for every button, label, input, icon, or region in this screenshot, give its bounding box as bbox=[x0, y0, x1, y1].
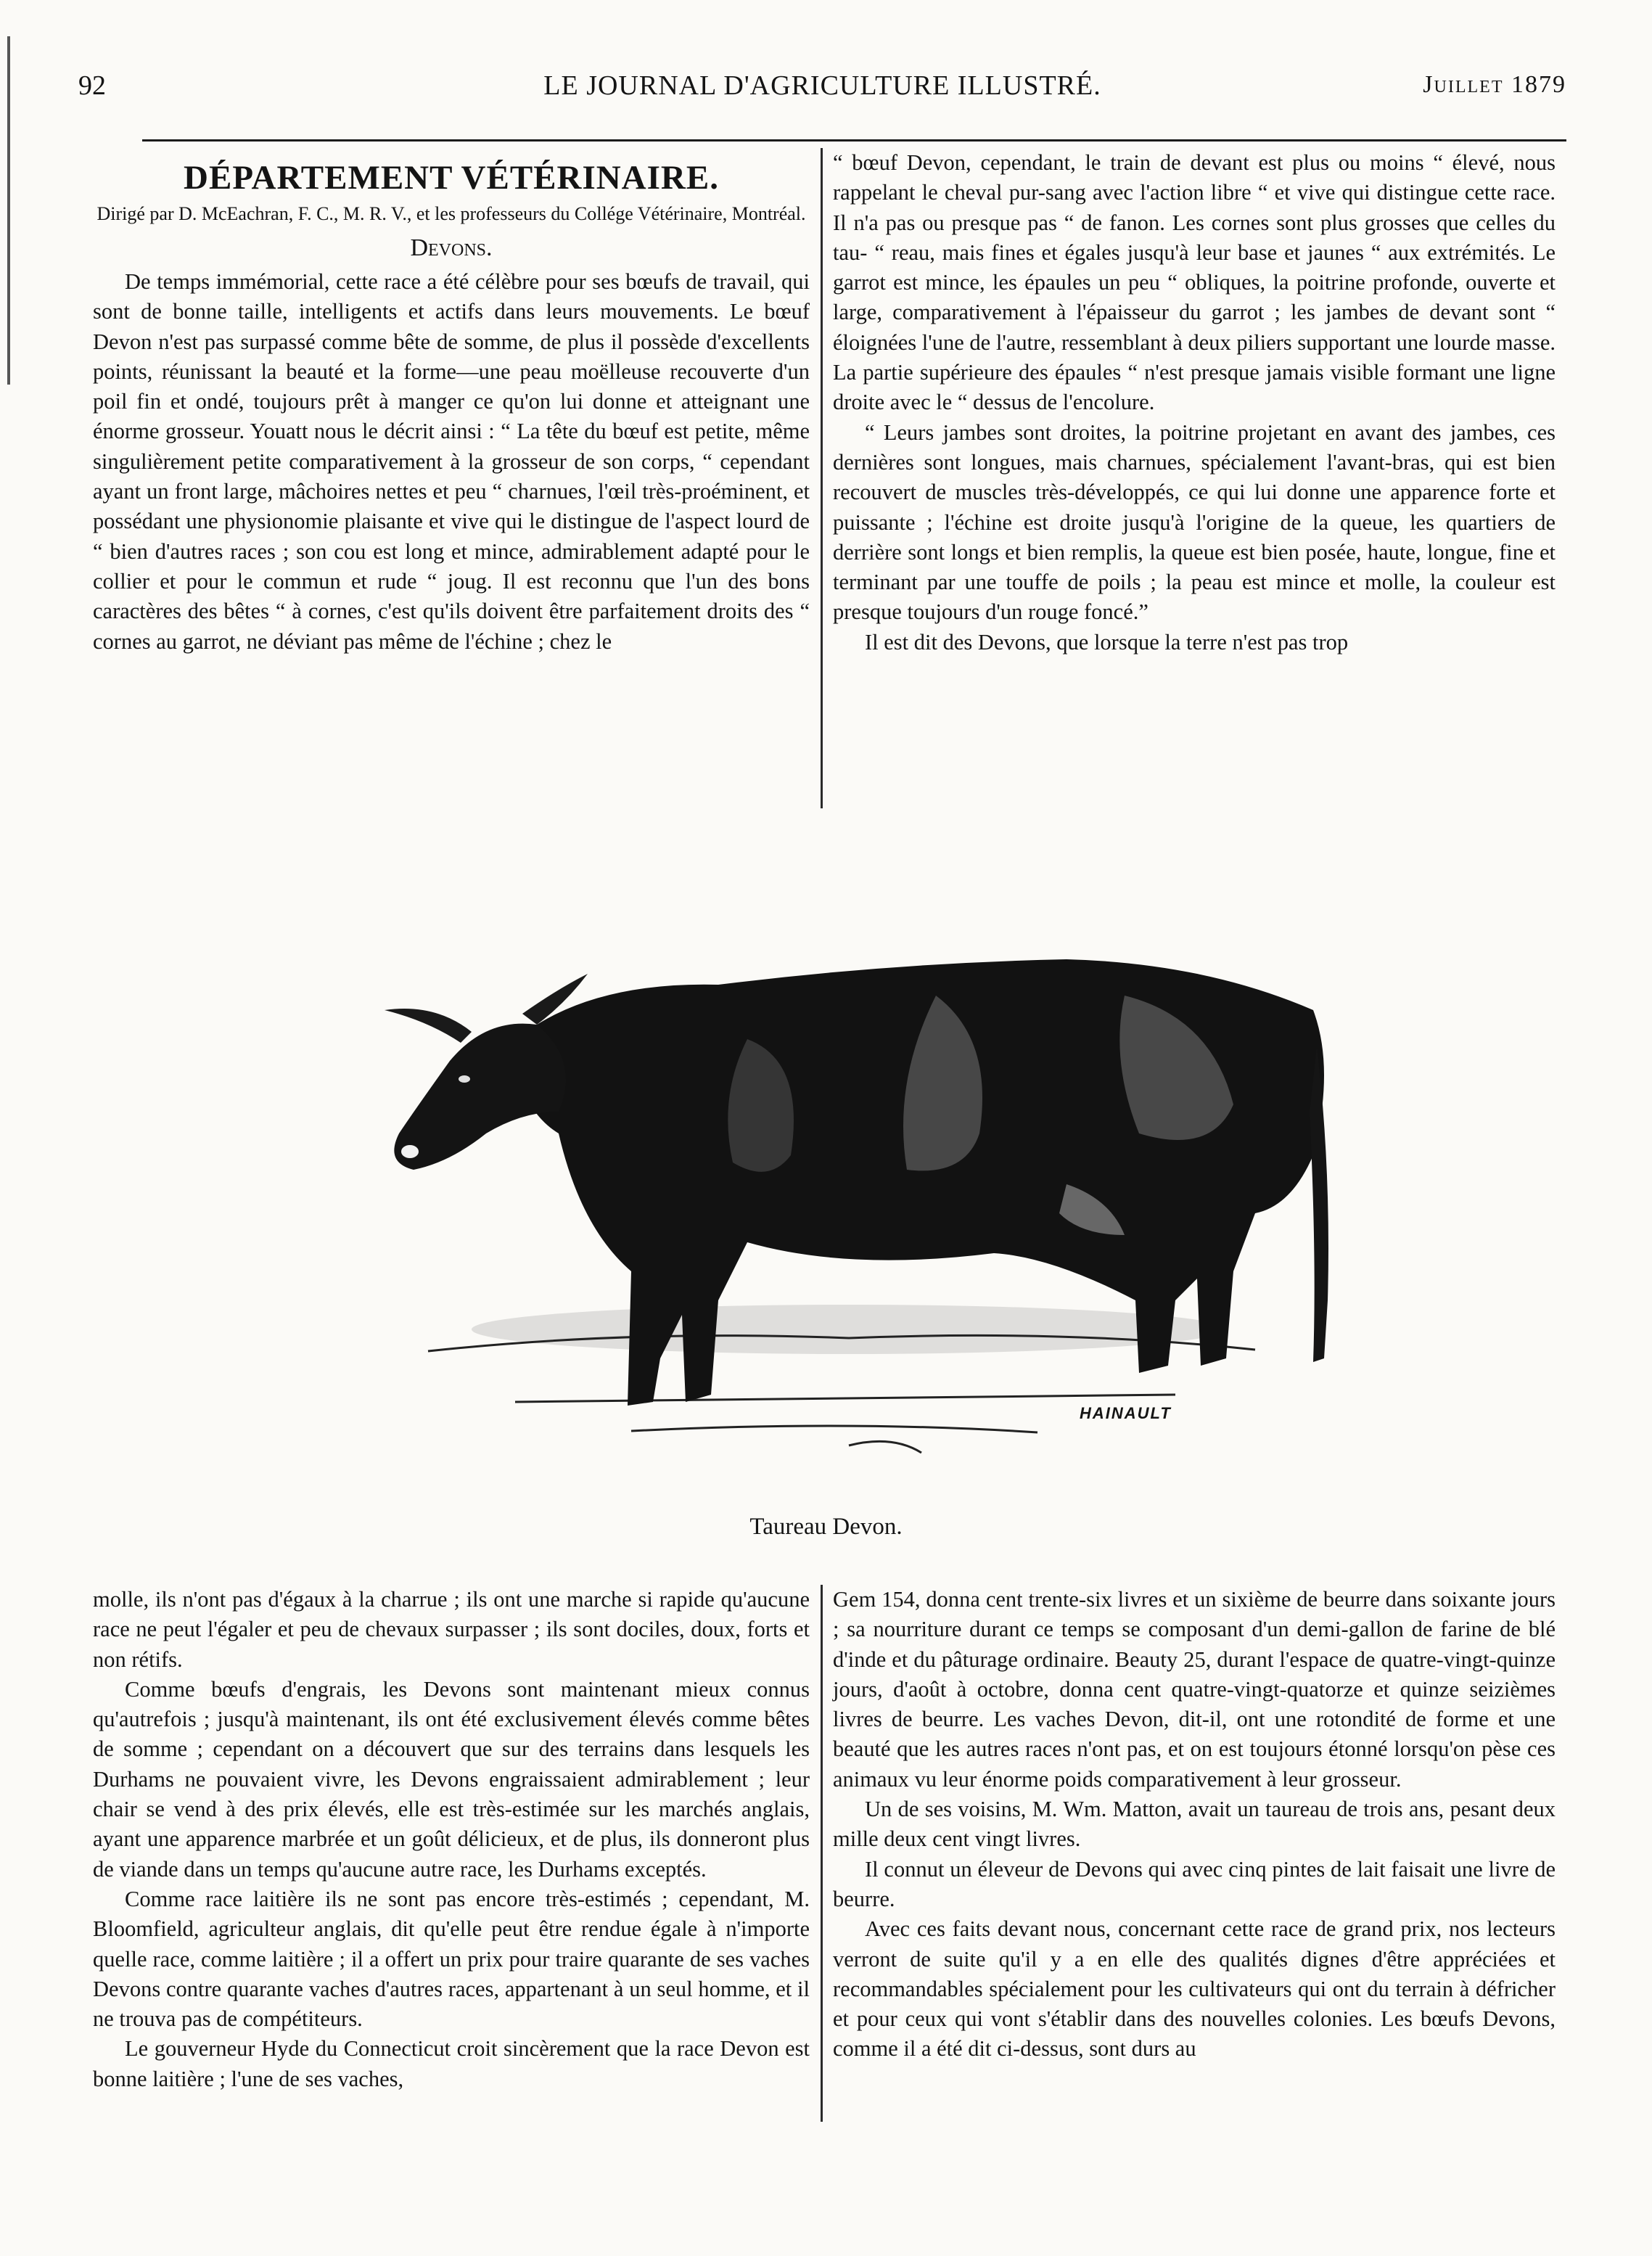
bull-illustration bbox=[341, 894, 1335, 1504]
column-top-left bbox=[93, 158, 810, 815]
paragraph: De temps immémorial, cette race a été célèbre pour ses bœufs de travail, qui sont de bonne taille, intelligents et actifs dans leurs mouvements. Le bœuf Devon n'est pas surpassé comme bête de somme, de plus il possède d'excellents points, réunissant la beauté et la forme—une peau moëlleuse recouverte d'un poil fin et ondé, toujours prêt à manger ce qu'on lui donne et atteignant une énorme grosseur. Youatt nous le décrit ainsi : “ La tête du bœuf est petite, même singulièrement petite comparativement à la grosseur de son corps, “ cependant ayant un front large, mâchoires nettes et peu “ charnues, l'œil très-proéminent, et possédant une physionomie plaisante et vive qui le distingue de l'aspect lourd de “ bien d'autres races ; son cou est long et mince, admirablement adapté pour le collier et pour le commun et rude “ joug. Il est reconnu que l'un des bons caractères des bêtes “ à cornes, c'est qu'ils doivent être parfaitement droits des “ cornes au garrot, ne déviant pas même de l'échine ; chez le bbox=[93, 269, 810, 654]
devon-bull-engraving bbox=[341, 894, 1335, 1504]
paragraph: Un de ses voisins, M. Wm. Matton, avait un taureau de trois ans, pesant deux mille deux cent vingt livres. bbox=[833, 1797, 1556, 1852]
issue-date: Juillet 1879 bbox=[1423, 71, 1566, 98]
paragraph: “ Leurs jambes sont droites, la poitrine projetant en avant des jambes, ces dernières sont longues, mais charnues, spécialement l'avant-bras, qui est bien recouvert de muscles très-développés, ce qui lui donne une apparence forte et puissante ; l'échine est droite jusqu'à l'origine de la queue, les quartiers de derrière sont longs et bien remplis, la queue est bien posée, haute, longue, fine et terminant par une touffe de poils ; la peau est mince et molle, la couleur est presque toujours d'un rouge foncé.” bbox=[833, 419, 1556, 625]
paragraph: Avec ces faits devant nous, concernant cette race de grand prix, nos lecteurs verront de suite qu'il y a en elle des qualités dignes d'être appréciées et recommandables spécialement pour les cultivateurs qui ont du terrain à défricher et pour ceux qui vont s'établir dans des nouvelles colonies. Les bœufs Devons, comme il a été dit ci-dessus, sont durs au bbox=[833, 1916, 1556, 2062]
paragraph: Comme race laitière ils ne sont pas encore très-estimés ; cependant, M. Bloomfield, agriculteur anglais, dit qu'elle peut être rendue égale à n'importe quelle race, comme laitière ; il a offert un prix pour traire quarante de ses vaches Devons contre quarante vaches d'autres races, appartenant à un seul homme, et il ne trouva pas de compétiteurs. bbox=[93, 1886, 810, 2032]
binding-edge-mark bbox=[7, 36, 10, 385]
paragraph: Le gouverneur Hyde du Connecticut croit sincèrement que la race Devon est bonne laitière ; l'une de ses vaches, bbox=[93, 2036, 810, 2091]
column-bottom-right bbox=[833, 1585, 1556, 2129]
page-number: 92 bbox=[78, 70, 106, 101]
section-title: DÉPARTEMENT VÉTÉRINAIRE. bbox=[184, 159, 719, 197]
paragraph: molle, ils n'ont pas d'égaux à la charrue ; ils ont une marche si rapide qu'aucune race ne peut l'égaler et peu de chevaux surpasser ; ils sont dociles, doux, forts et non rétifs. bbox=[93, 1587, 810, 1672]
paragraph: Gem 154, donna cent trente-six livres et un sixième de beurre dans soixante jours ; sa nourriture durant ce temps se composant d'un demi-gallon de farine de blé d'inde et du pâturage ordinaire. Beauty 25, durant l'espace de quatre-vingt-quinze jours, d'août à octobre, donna cent quatre-vingt-quatorze et quinze seizièmes livres de beurre. Les vaches Devon, dit-il, ont une rotondité de forme et une beauté que les autres races n'ont pas, et on est toujours étonné lorsqu'on pèse ces animaux vu leur énorme poids comparativement à leur grosseur. bbox=[833, 1587, 1556, 1792]
paragraph: “ bœuf Devon, cependant, le train de devant est plus ou moins “ élevé, nous rappelant le cheval pur-sang avec l'action libre “ et vive qui distingue cette race. Il n'a pas ou presque pas “ de fanon. Les cornes sont plus grosses que celles du tau- “ reau, mais fines et égales jusqu'à leur base et jaunes “ aux extrémités. Le garrot est mince, les épaules un peu “ obliques, la poitrine profonde, ouverte et large, comparativement à l'épaisseur du garrot ; les jambes de devant sont “ éloignées l'une de l'autre, ressemblant à deux piliers supportant une lourde masse. La partie supérieure des épaules “ n'est presque jamais visible formant une ligne droite avec le “ dessus de l'encolure. bbox=[833, 150, 1556, 415]
engraver-signature: HAINAULT bbox=[1080, 1404, 1172, 1422]
header-rule bbox=[142, 139, 1566, 141]
article-subtitle: Devons. bbox=[410, 234, 493, 261]
column-divider-top bbox=[821, 148, 823, 808]
column-bottom-left bbox=[93, 1585, 810, 2129]
column-top-right bbox=[833, 148, 1556, 816]
page-header bbox=[78, 70, 1566, 120]
paragraph: Il est dit des Devons, que lorsque la terre n'est pas trop bbox=[865, 629, 1349, 655]
paragraph: Il connut un éleveur de Devons qui avec cinq pintes de lait faisait une livre de beurre. bbox=[833, 1856, 1556, 1911]
column-divider-bottom bbox=[821, 1585, 823, 2122]
figure-caption: Taureau Devon. bbox=[749, 1514, 903, 1540]
section-byline: Dirigé par D. McEachran, F. C., M. R. V., et les professeurs du Collége Vétérinaire, Montréal. bbox=[96, 203, 806, 224]
paragraph: Comme bœufs d'engrais, les Devons sont maintenant mieux connus qu'autrefois ; jusqu'à maintenant, ils ont été exclusivement élevés comme bêtes de somme ; cependant on a découvert que sur des terrains dans lesquels les Durhams ne pouvaient vivre, les Devons engraissaient admirablement ; leur chair se vend à des prix élevés, elle est très-estimée sur les marchés anglais, ayant une apparence marbrée et un goût délicieux, et de plus, ils donneront plus de viande dans un temps qu'aucune autre race, les Durhams exceptés. bbox=[93, 1676, 810, 1882]
journal-title: LE JOURNAL D'AGRICULTURE ILLUSTRÉ. bbox=[543, 70, 1101, 101]
